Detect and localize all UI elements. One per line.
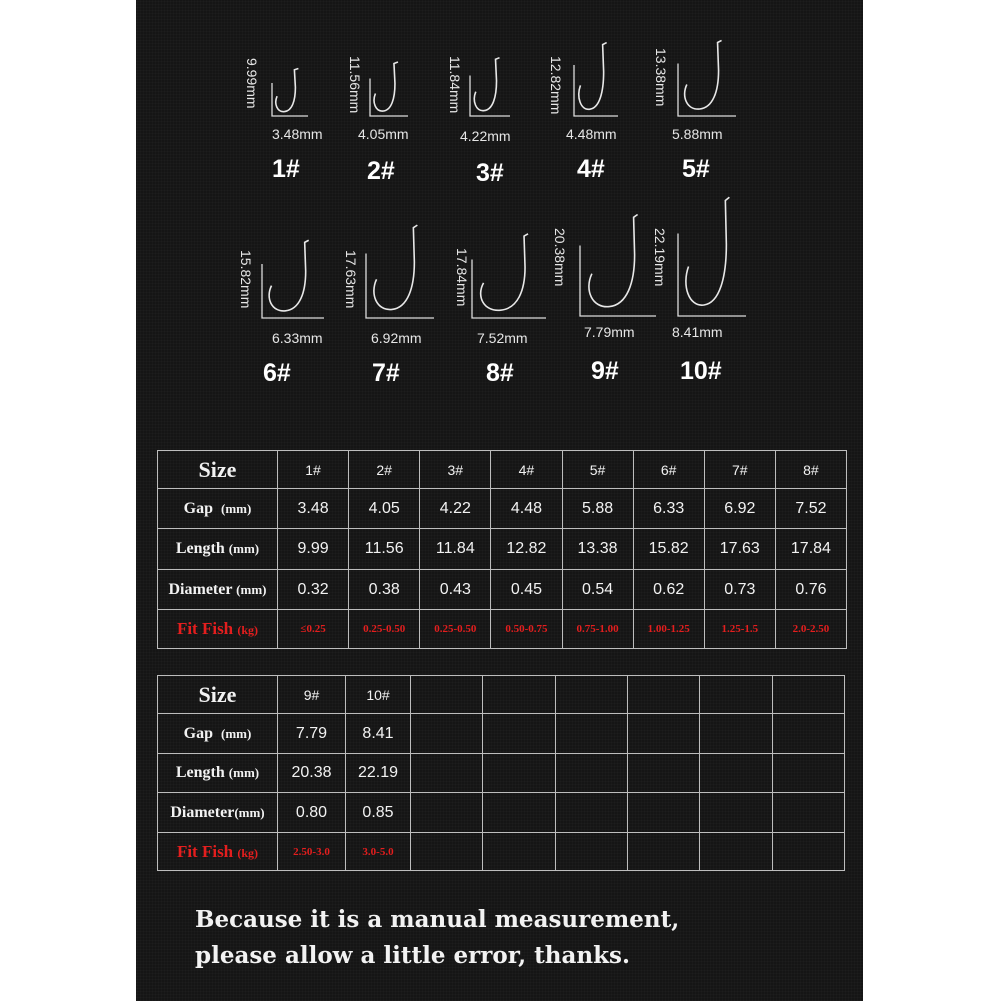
empty-cell: [411, 714, 483, 754]
hook-length-label: 11.56mm: [347, 56, 363, 114]
row-header-diameter: [158, 570, 278, 610]
size-cell: 4#: [491, 451, 562, 489]
hook-length-label: 17.63mm: [343, 250, 359, 309]
fishing-hook-icon: [374, 225, 417, 309]
hook-gap-label: 6.33mm: [272, 330, 323, 346]
row-header-fit-fish: [158, 833, 278, 871]
fishing-hook-icon: [474, 58, 499, 111]
row-length: [158, 754, 845, 793]
hook-8-drawing: [472, 240, 552, 324]
gap-label: Gap: [183, 499, 213, 517]
empty-cell: [700, 833, 772, 871]
diameter-cell: 0.76: [775, 570, 846, 610]
gap-cell: 4.48: [491, 489, 562, 529]
fishing-hook-icon: [686, 197, 729, 305]
hook-size-number: 3#: [476, 159, 504, 187]
row-fit-fish: [158, 610, 847, 649]
length-unit: (mm): [228, 765, 260, 780]
gap-cell: 8.41: [346, 714, 411, 754]
footer-note: [195, 902, 679, 974]
hook-length-label: 11.84mm: [447, 56, 463, 114]
hook-gap-label: 4.05mm: [358, 126, 409, 142]
hook-size-number: 9#: [591, 357, 619, 385]
empty-cell: [700, 714, 772, 754]
size-cell: 1#: [278, 451, 349, 489]
length-cell: 12.82: [491, 529, 562, 570]
hook-gap-label: 4.48mm: [566, 126, 617, 142]
diameter-cell: 0.80: [278, 793, 346, 833]
empty-cell: [555, 793, 627, 833]
row-fit-fish: [158, 833, 845, 871]
fit-fish-unit: (kg): [237, 845, 259, 860]
hook-length-label: 9.99mm: [244, 58, 260, 109]
gap-cell: 6.92: [704, 489, 775, 529]
measure-axis: [678, 64, 736, 117]
diameter-cell: 0.54: [562, 570, 633, 610]
fit-fish-cell: 1.00-1.25: [633, 610, 704, 649]
size-cell: 5#: [562, 451, 633, 489]
empty-cell: [411, 793, 483, 833]
gap-cell: 4.22: [420, 489, 491, 529]
empty-cell: [627, 833, 699, 871]
size-cell: 8#: [775, 451, 846, 489]
hook-gap-label: 7.52mm: [477, 330, 528, 346]
row-diameter: [158, 570, 847, 610]
gap-cell: 5.88: [562, 489, 633, 529]
fit-fish-unit: (kg): [237, 623, 259, 637]
hook-length-label: 15.82mm: [238, 250, 254, 309]
row-size: [158, 676, 845, 714]
spec-table-1: [157, 450, 847, 649]
hook-gap-label: 6.92mm: [371, 330, 422, 346]
fishing-hook-icon: [276, 68, 299, 111]
size-cell: 7#: [704, 451, 775, 489]
size-cell: 6#: [633, 451, 704, 489]
hook-length-label: 22.19mm: [652, 228, 668, 287]
hook-length-label: 20.38mm: [552, 228, 568, 287]
length-cell: 11.56: [349, 529, 420, 570]
hook-size-number: 6#: [263, 359, 291, 387]
size-cell: 9#: [278, 676, 346, 714]
measure-axis: [370, 79, 408, 117]
fishing-hook-icon: [374, 62, 398, 111]
row-header-length: [158, 754, 278, 793]
gap-unit: (mm): [221, 725, 252, 741]
hook-length-label: 12.82mm: [548, 56, 564, 115]
fishing-hook-icon: [481, 234, 528, 311]
empty-cell: [772, 833, 844, 871]
measure-axis: [580, 246, 656, 317]
diameter-cell: 0.45: [491, 570, 562, 610]
length-cell: 15.82: [633, 529, 704, 570]
length-cell: 17.63: [704, 529, 775, 570]
empty-cell: [411, 754, 483, 793]
empty-cell: [772, 793, 844, 833]
hook-7-drawing: [366, 232, 440, 324]
empty-cell: [555, 833, 627, 871]
measure-axis: [472, 260, 546, 319]
length-label: Length: [175, 540, 225, 557]
length-cell: 13.38: [562, 529, 633, 570]
gap-unit: (mm): [221, 500, 252, 516]
empty-cell: [483, 754, 555, 793]
diameter-unit: (mm): [234, 804, 265, 820]
length-label: Length: [175, 764, 225, 781]
fishing-hook-icon: [589, 214, 638, 306]
size-cell: 2#: [349, 451, 420, 489]
hook-10-drawing: [678, 206, 752, 322]
footer-line-2: please allow a little error, thanks.: [195, 942, 631, 969]
fit-fish-label: Fit Fish: [176, 619, 234, 638]
size-cell: 3#: [420, 451, 491, 489]
fishing-hook-icon: [685, 40, 722, 109]
empty-cell: [555, 676, 627, 714]
diameter-cell: 0.38: [349, 570, 420, 610]
gap-cell: 7.79: [278, 714, 346, 754]
fit-fish-cell: 0.25-0.50: [349, 610, 420, 649]
fit-fish-cell: 0.75-1.00: [562, 610, 633, 649]
hook-size-number: 5#: [682, 155, 710, 183]
measure-axis: [678, 234, 746, 317]
empty-cell: [700, 676, 772, 714]
fit-fish-cell: 2.50-3.0: [278, 833, 346, 871]
fit-fish-cell: 1.25-1.5: [704, 610, 775, 649]
empty-cell: [483, 714, 555, 754]
hook-3-drawing: [470, 62, 516, 122]
diameter-cell: 0.85: [346, 793, 411, 833]
hook-gap-label: 4.22mm: [460, 128, 511, 144]
diameter-label: Diameter: [170, 803, 235, 821]
row-header-diameter: [158, 793, 278, 833]
row-header-gap: [158, 714, 278, 754]
diameter-label: Diameter: [168, 580, 233, 598]
hook-gap-label: 7.79mm: [584, 324, 635, 340]
fishing-hook-icon: [269, 240, 309, 311]
fit-fish-cell: ≤0.25: [278, 610, 349, 649]
size-cell: 10#: [346, 676, 411, 714]
empty-cell: [627, 793, 699, 833]
fit-fish-cell: 0.25-0.50: [420, 610, 491, 649]
diameter-cell: 0.62: [633, 570, 704, 610]
measure-axis: [262, 264, 324, 318]
row-gap: [158, 489, 847, 529]
hook-gap-label: 3.48mm: [272, 126, 323, 142]
gap-cell: 7.52: [775, 489, 846, 529]
gap-cell: 3.48: [278, 489, 349, 529]
row-length: [158, 529, 847, 570]
hook-gap-label: 5.88mm: [672, 126, 723, 142]
row-gap: [158, 714, 845, 754]
hook-size-number: 8#: [486, 359, 514, 387]
hook-4-drawing: [574, 48, 624, 122]
empty-cell: [555, 714, 627, 754]
hook-size-number: 10#: [680, 357, 722, 385]
row-header-size: Size: [158, 451, 278, 489]
hook-size-number: 7#: [372, 359, 400, 387]
empty-cell: [483, 833, 555, 871]
row-header-fit-fish: [158, 610, 278, 649]
spec-table-2: [157, 675, 845, 871]
measure-axis: [470, 76, 510, 117]
length-cell: 22.19: [346, 754, 411, 793]
row-header-length: [158, 529, 278, 570]
diameter-cell: 0.73: [704, 570, 775, 610]
hook-length-label: 13.38mm: [653, 48, 669, 107]
empty-cell: [483, 676, 555, 714]
hook-size-number: 1#: [272, 155, 300, 183]
fishing-hook-icon: [579, 43, 607, 110]
row-size: [158, 451, 847, 489]
empty-cell: [772, 676, 844, 714]
measure-axis: [272, 83, 308, 116]
hook-9-drawing: [580, 222, 662, 322]
length-unit: (mm): [228, 541, 260, 556]
fit-fish-label: Fit Fish: [176, 841, 234, 861]
hook-length-label: 17.84mm: [454, 248, 470, 307]
hook-size-number: 2#: [367, 157, 395, 185]
fit-fish-cell: 0.50-0.75: [491, 610, 562, 649]
fit-fish-cell: 2.0-2.50: [775, 610, 846, 649]
empty-cell: [555, 754, 627, 793]
hook-gap-label: 8.41mm: [672, 324, 723, 340]
empty-cell: [627, 676, 699, 714]
length-cell: 17.84: [775, 529, 846, 570]
footer-line-1: Because it is a manual measurement,: [195, 906, 680, 933]
empty-cell: [627, 754, 699, 793]
gap-cell: 4.05: [349, 489, 420, 529]
row-header-size: Size: [158, 676, 278, 714]
hook-5-drawing: [678, 46, 742, 122]
length-cell: 9.99: [278, 529, 349, 570]
fit-fish-cell: 3.0-5.0: [346, 833, 411, 871]
hook-2-drawing: [370, 66, 414, 122]
empty-cell: [772, 714, 844, 754]
empty-cell: [627, 714, 699, 754]
empty-cell: [772, 754, 844, 793]
empty-cell: [483, 793, 555, 833]
diameter-cell: 0.32: [278, 570, 349, 610]
length-cell: 20.38: [278, 754, 346, 793]
empty-cell: [411, 676, 483, 714]
diameter-unit: (mm): [236, 581, 267, 597]
row-header-gap: [158, 489, 278, 529]
gap-label: Gap: [183, 724, 213, 742]
gap-cell: 6.33: [633, 489, 704, 529]
empty-cell: [700, 754, 772, 793]
empty-cell: [700, 793, 772, 833]
hook-6-drawing: [262, 246, 330, 324]
diameter-cell: 0.43: [420, 570, 491, 610]
hook-size-number: 4#: [577, 155, 605, 183]
length-cell: 11.84: [420, 529, 491, 570]
empty-cell: [411, 833, 483, 871]
measure-axis: [366, 254, 434, 319]
row-diameter: [158, 793, 845, 833]
measure-axis: [574, 65, 618, 116]
hook-1-drawing: [272, 72, 314, 122]
